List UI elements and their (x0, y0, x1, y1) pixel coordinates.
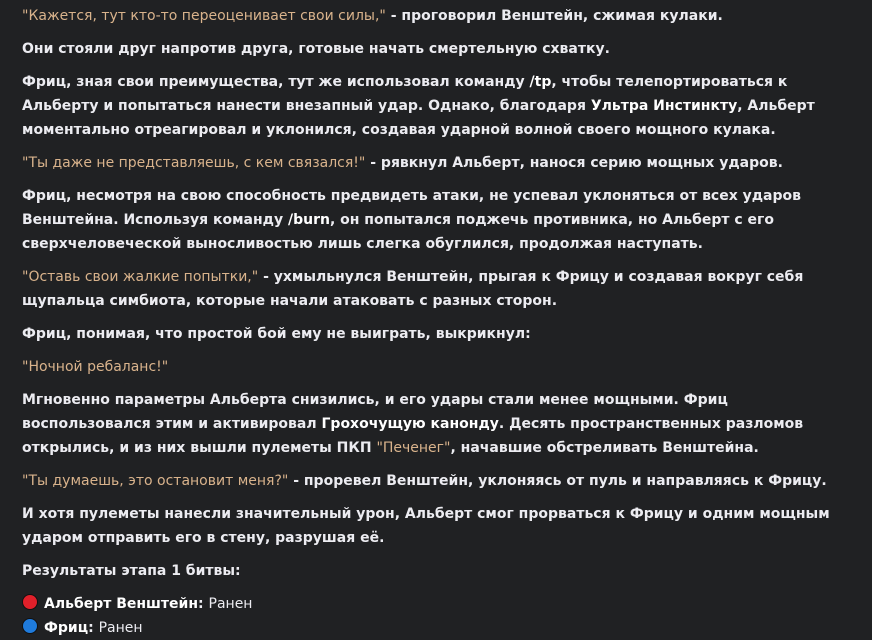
text: Фриц, несмотря на свою способность предвидеть атаки, не успевал уклоняться от всех ударов Венштейна. Используя команду (22, 188, 802, 228)
text: - ухмыльнулся Венштейн, прыгая к Фрицу и создавая вокруг себя щупальца симбиота, которые начали атаковать с разных сторон. (22, 269, 804, 309)
text: - рявкнул Альберт, нанося серию мощных ударов. (365, 155, 783, 171)
text: . Десять пространственных разломов открылись, и из них вышли пулеметы ПКП (22, 416, 804, 456)
text: , Альберт моментально отреагировал и уклонился, создавая ударной волной своего мощного кулака. (22, 98, 815, 138)
paragraph-2: Они стояли друг напротив друга, готовые начать смертельную схватку. (22, 41, 610, 57)
paragraph-6 (22, 265, 860, 313)
text: - проревел Венштейн, уклоняясь от пуль и направляясь к Фрицу. (288, 473, 827, 489)
fighter-name: Фриц (44, 620, 89, 636)
quote: "Ты даже не представляешь, с кем связался!" (22, 155, 366, 171)
paragraph-4 (22, 151, 860, 175)
separator: : (88, 620, 99, 636)
text: , чтобы телепортироваться к Альберту и попытаться нанести внезапный удар. Однако, благодаря (22, 74, 788, 114)
strong-text: Грохочущую канонду (321, 416, 499, 432)
paragraph-7: Фриц, понимая, что простой бой ему не выиграть, выкрикнул: (22, 326, 531, 342)
paragraph-8 (22, 355, 860, 379)
paragraph-9 (22, 388, 860, 460)
fighter-status: Ранен (98, 620, 143, 636)
quote: "Ночной ребаланс!" (22, 359, 169, 375)
text: - проговорил Венштейн, сжимая кулаки. (385, 8, 723, 24)
text: , начавшие обстреливать Венштейна. (450, 440, 759, 456)
blue-circle-icon (22, 618, 38, 634)
result-item-albert (22, 592, 860, 616)
result-item-fritz (22, 616, 860, 640)
quote: "Печенег" (376, 440, 451, 456)
quote: "Ты думаешь, это остановит меня?" (22, 473, 289, 489)
fighter-status: Ранен (208, 596, 253, 612)
fighter-name: Альберт Венштейн (44, 596, 199, 612)
red-circle-icon (22, 594, 38, 610)
text: Мгновенно параметры Альберта снизились, и его удары стали менее мощными. Фриц воспользовался этим и активировал (22, 392, 728, 432)
command-burn: /burn (287, 212, 330, 228)
paragraph-11: И хотя пулеметы нанесли значительный урон, Альберт смог прорваться к Фрицу и одним мощным ударом отправить его в стену, разрушая её. (22, 506, 830, 546)
paragraph-3 (22, 70, 860, 142)
results-heading: Результаты этапа 1 битвы: (22, 563, 241, 579)
separator: : (198, 596, 209, 612)
quote: "Оставь свои жалкие попытки," (22, 269, 259, 285)
paragraph-1 (22, 4, 860, 28)
quote: "Кажется, тут кто-то переоценивает свои силы," (22, 8, 386, 24)
text: Фриц, зная свои преимущества, тут же использовал команду (22, 74, 530, 90)
text: , он попытался поджечь противника, но Альберт с его сверхчеловеческой выносливостью лишь слегка обуглился, продолжая наступать. (22, 212, 774, 252)
paragraph-5 (22, 184, 860, 256)
strong-text: Ультра Инстинкту (590, 98, 738, 114)
paragraph-10 (22, 469, 860, 493)
command-tp: /tp (529, 74, 552, 90)
